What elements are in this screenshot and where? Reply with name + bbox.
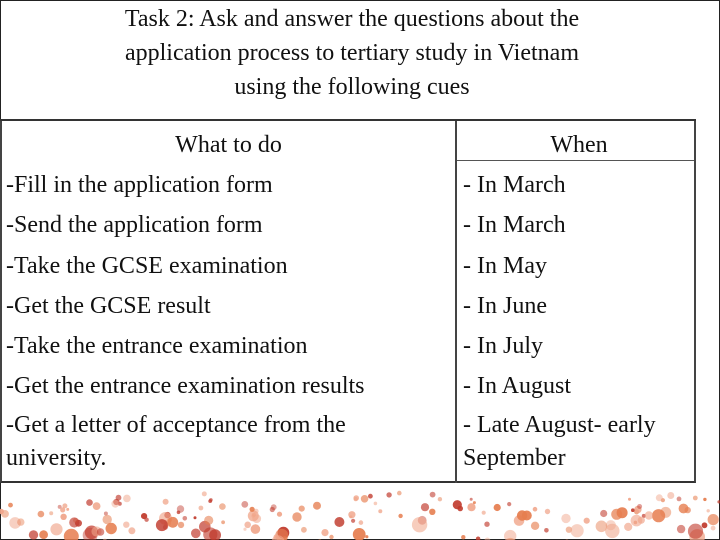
title-line-1: Task 2: Ask and answer the questions about the [124, 6, 580, 32]
decorative-dot [679, 504, 689, 514]
decorative-dot [111, 500, 119, 508]
decorative-dot [97, 528, 104, 535]
decorative-dot [438, 497, 442, 501]
task-title [0, 2, 704, 104]
decorative-dot [660, 507, 671, 518]
cell-line: September [463, 445, 566, 472]
decorative-dot [93, 502, 101, 510]
decorative-dot [571, 524, 584, 537]
decorative-dot [144, 518, 148, 522]
title-line-3: using the following cues [234, 74, 470, 100]
decorative-dot [49, 511, 53, 515]
decorative-dot [365, 535, 368, 538]
decorative-dot [123, 522, 129, 528]
decorative-dot [292, 512, 301, 521]
decorative-dot [204, 516, 213, 525]
decorative-dot [251, 524, 261, 534]
decorative-dot [351, 519, 355, 523]
decorative-dot [467, 503, 475, 511]
column-divider [455, 121, 457, 483]
decorative-dot [708, 514, 719, 525]
decorative-dot [645, 511, 653, 519]
decorative-dot-border [0, 486, 720, 540]
decorative-dot [244, 522, 251, 529]
decorative-dot [398, 514, 402, 518]
cell-line: -Get a letter of acceptance from the [6, 412, 346, 439]
decorative-dot [667, 492, 674, 499]
decorative-dot [66, 508, 69, 511]
decorative-dot [353, 528, 366, 540]
decorative-dot [270, 507, 275, 512]
decorative-dot [677, 525, 685, 533]
table-cell-what-multiline [6, 406, 451, 475]
decorative-dot [199, 506, 204, 511]
what-to-do-column [6, 125, 451, 475]
table-cell-when: - In March [463, 212, 566, 239]
what-to-do-header: What to do [175, 132, 282, 158]
decorative-dot [128, 527, 135, 534]
decorative-dot [711, 526, 716, 531]
decorative-dot [103, 515, 112, 524]
decorative-dot [494, 504, 501, 511]
decorative-dot [693, 496, 698, 501]
decorative-dot [470, 498, 473, 501]
decorative-dot [178, 522, 184, 528]
decorative-dot [69, 517, 79, 527]
table-cell-when: - In May [463, 252, 547, 279]
decorative-dot [361, 495, 369, 503]
decorative-dot [60, 514, 66, 520]
decorative-dot [453, 500, 462, 509]
title-line-2: application process to tertiary study in Vietnam [124, 40, 579, 66]
dot-pattern-graphic [0, 486, 720, 540]
decorative-dot [359, 520, 364, 525]
when-column [463, 125, 695, 475]
decorative-dot [504, 530, 516, 540]
decorative-dot [167, 517, 178, 528]
decorative-dot [545, 509, 550, 514]
decorative-dot [299, 506, 305, 512]
decorative-dot [348, 511, 355, 518]
decorative-dot [707, 509, 710, 512]
decorative-dot [183, 516, 188, 521]
decorative-dot [38, 511, 45, 518]
decorative-dot [624, 523, 632, 531]
table-cell-when: - In March [463, 172, 566, 199]
decorative-dot [194, 516, 197, 519]
decorative-dot [50, 523, 62, 535]
decorative-dot [277, 512, 282, 517]
decorative-dot [631, 508, 635, 512]
decorative-dot [429, 509, 435, 515]
decorative-dot [702, 522, 708, 528]
decorative-dot [221, 520, 225, 524]
decorative-dot [617, 507, 628, 518]
decorative-dot [600, 510, 607, 517]
decorative-dot [191, 529, 201, 539]
decorative-dot [301, 527, 307, 533]
cell-line: university. [6, 445, 107, 472]
decorative-dot [163, 499, 169, 505]
decorative-dot [241, 501, 248, 508]
decorative-dot [106, 523, 117, 534]
decorative-dot [430, 492, 436, 498]
decorative-dot [321, 529, 328, 536]
when-header: When [550, 132, 608, 158]
decorative-dot [533, 507, 538, 512]
decorative-dot [517, 510, 527, 520]
decorative-dot [397, 491, 402, 496]
decorative-dot [219, 503, 226, 510]
decorative-dot [656, 494, 663, 501]
decorative-dot [202, 491, 207, 496]
table-cell-when: - In June [463, 292, 547, 319]
decorative-dot [353, 495, 359, 501]
table-cell-when-multiline [463, 406, 695, 475]
decorative-dot [507, 502, 511, 506]
table-cell-what: -Fill in the application form [6, 172, 273, 199]
decorative-dot [421, 503, 429, 511]
decorative-dot [208, 499, 212, 503]
table-cell-what: -Take the GCSE examination [6, 252, 288, 279]
decorative-dot [637, 504, 642, 509]
decorative-dot [378, 509, 382, 513]
decorative-dot [39, 530, 48, 539]
table-cell-what: -Take the entrance examination [6, 333, 308, 360]
table-cell-what: -Get the GCSE result [6, 292, 211, 319]
decorative-dot [177, 511, 181, 515]
decorative-dot [123, 495, 131, 503]
decorative-dot [86, 499, 93, 506]
decorative-dot [688, 524, 703, 539]
decorative-dot [473, 501, 476, 504]
decorative-dot [243, 528, 246, 531]
decorative-dot [628, 498, 631, 501]
decorative-dot [412, 517, 427, 532]
decorative-dot [274, 534, 279, 539]
decorative-dot [677, 497, 682, 502]
table-cell-when: - In July [463, 333, 543, 360]
decorative-dot [64, 529, 79, 540]
decorative-dot [531, 522, 539, 530]
table-cell-when: - In August [463, 373, 571, 400]
decorative-dot [631, 515, 643, 527]
decorative-dot [334, 517, 344, 527]
decorative-dot [482, 511, 486, 515]
decorative-dot [484, 522, 489, 527]
decorative-dot [313, 502, 321, 510]
decorative-dot [386, 492, 391, 497]
decorative-dot [156, 519, 168, 531]
table-cell-what: -Get the entrance examination results [6, 373, 365, 400]
decorative-dot [584, 518, 590, 524]
decorative-dot [476, 537, 480, 540]
decorative-dot [461, 535, 465, 539]
decorative-dot [368, 494, 373, 499]
decorative-dot [8, 503, 13, 508]
decorative-dot [250, 507, 255, 512]
decorative-dot [29, 530, 38, 539]
decorative-dot [703, 498, 706, 501]
decorative-dot [329, 535, 333, 539]
decorative-dot [252, 514, 261, 523]
decorative-dot [544, 528, 549, 533]
decorative-dot [17, 518, 24, 525]
decorative-dot [561, 514, 570, 523]
decorative-dot [605, 524, 619, 538]
decorative-dot [374, 502, 378, 506]
cell-line: - Late August- early [463, 412, 656, 439]
decorative-dot [60, 507, 65, 512]
table-cell-what: -Send the application form [6, 212, 263, 239]
